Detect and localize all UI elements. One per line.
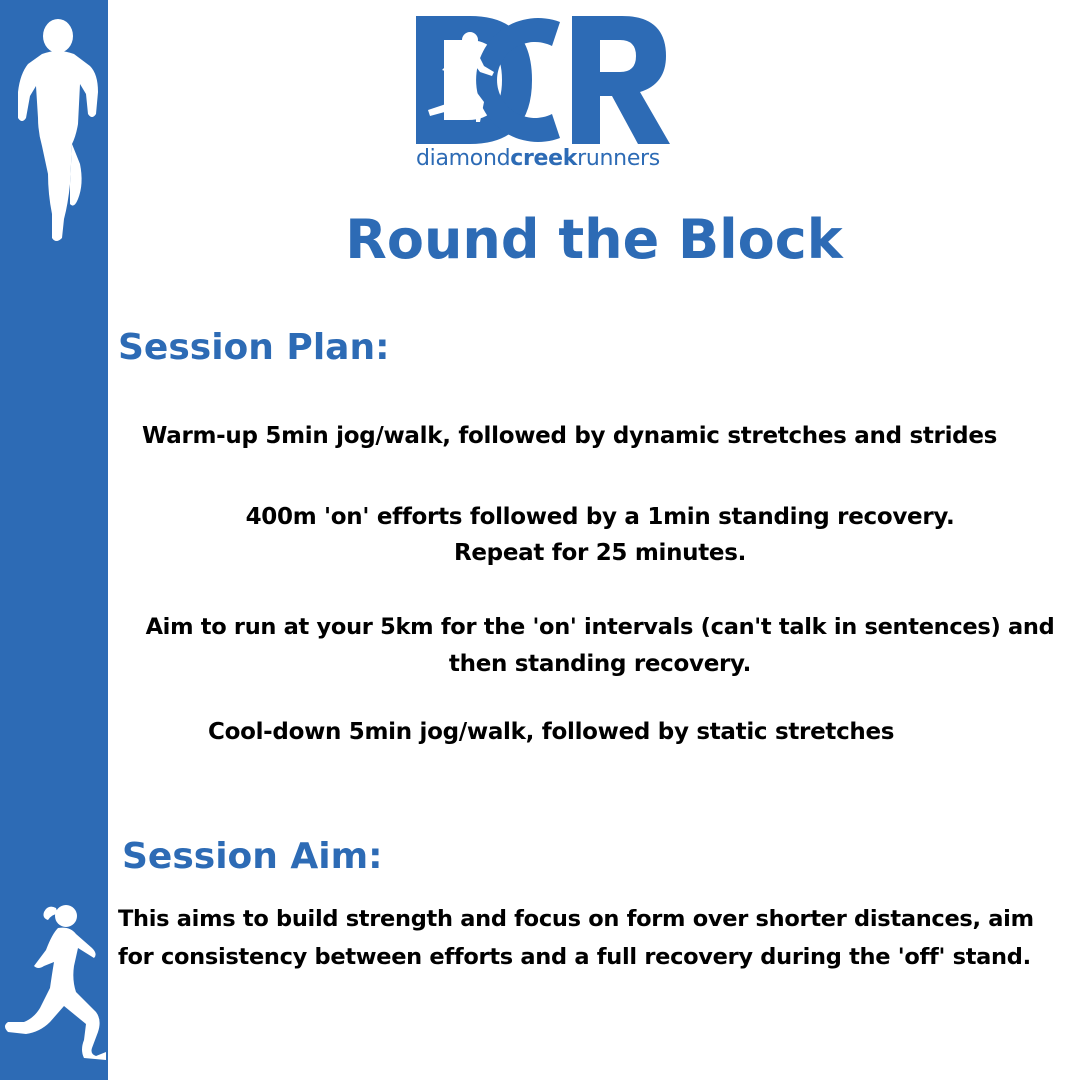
plan-efforts-line: 400m 'on' efforts followed by a 1min standing recovery.: [245, 504, 955, 530]
logo-word-creek: creek: [510, 146, 578, 171]
session-plan-heading: Session Plan:: [118, 327, 390, 368]
aim-line-1: This aims to build strength and focus on form over shorter distances, aim: [118, 906, 1034, 932]
plan-cooldown-line: Cool-down 5min jog/walk, followed by static stretches: [208, 719, 895, 745]
plan-repeat-line: Repeat for 25 minutes.: [453, 540, 747, 566]
sidebar-stripe: [0, 0, 108, 1080]
session-aim-heading: Session Aim:: [122, 836, 383, 877]
logo-word-runners: runners: [577, 146, 660, 171]
plan-warmup-line: Warm-up 5min jog/walk, followed by dynamic stretches and strides: [142, 423, 998, 449]
logo-word-diamond: diamond: [416, 146, 511, 171]
plan-recovery-line: then standing recovery.: [448, 651, 752, 677]
dcr-logo: [400, 10, 682, 205]
aim-line-2: for consistency between efforts and a full recovery during the 'off' stand.: [118, 944, 1031, 970]
page-title: Round the Block: [345, 208, 843, 271]
plan-pace-line: Aim to run at your 5km for the 'on' intervals (can't talk in sentences) and: [145, 614, 1055, 640]
female-runner-silhouette-icon: [0, 900, 108, 1060]
male-runner-silhouette-icon: [12, 14, 102, 244]
logo-wordmark: [416, 146, 676, 171]
